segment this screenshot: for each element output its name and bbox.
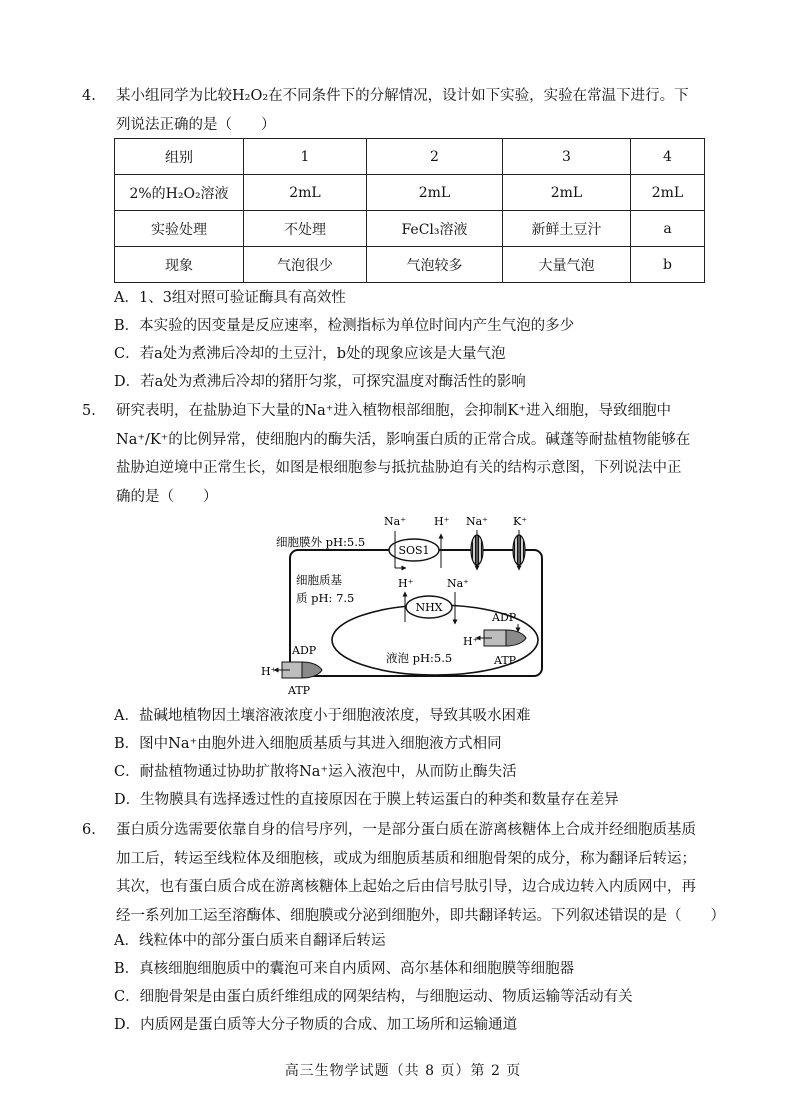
option-a: A．线粒体中的部分蛋白质来自翻译后转运	[114, 933, 386, 949]
option-c: C．若a处为煮沸后冷却的土豆汁，b处的现象应该是大量气泡	[114, 346, 506, 362]
cytoplasm-label: 细胞质基	[296, 573, 342, 587]
na-label: Na⁺	[384, 515, 406, 528]
option-b: B．图中Na⁺由胞外进入细胞质基质与其进入细胞液方式相同	[114, 736, 502, 752]
option-c: C．耐盐植物通过协助扩散将Na⁺运入液泡中，从而防止酶失活	[114, 764, 517, 780]
option-b: B．本实验的因变量是反应速率，检测指标为单位时间内产生气泡的多少	[114, 318, 575, 334]
question-number: 6.	[82, 822, 96, 838]
option-a: A．1、3组对照可验证酶具有高效性	[114, 290, 346, 306]
question-stem: 蛋白质分选需要依靠自身的信号序列，一是部分蛋白质在游离核糖体上合成并经细胞质基质 加工后，转运至线粒体及细胞核，或成为细胞质基质和细胞骨架的成分，称为翻译后转运； 其次，也有蛋白质合成在游离核糖体上起始之后由信号肽引导，边合成边转入内质网中，再 经一系列加工运至溶酶体、细胞膜或分泌到细胞外，即共翻译转运。下列叙述错误的是（ ）	[116, 822, 725, 924]
table-cell: 2	[367, 139, 503, 175]
na-label: Na⁺	[447, 577, 469, 590]
question-5	[82, 397, 722, 511]
adp-label: ADP	[292, 644, 317, 657]
experiment-table	[114, 138, 705, 283]
table-cell: 实验处理	[115, 211, 244, 247]
sos1-label: SOS1	[398, 544, 430, 557]
atp-label: ATP	[494, 654, 517, 667]
table-cell: 新鲜土豆汁	[503, 211, 631, 247]
option-d: D．生物膜具有选择透过性的直接原因在于膜上转运蛋白的种类和数量存在差异	[114, 792, 619, 808]
table-cell: 现象	[115, 247, 244, 283]
question-number: 4.	[82, 88, 96, 104]
table-cell: 气泡较多	[367, 247, 503, 283]
cytoplasm-ph-label: 质 pH: 7.5	[296, 591, 355, 605]
table-row	[115, 247, 705, 283]
h-label: H⁺	[463, 635, 479, 648]
table-cell: 2mL	[367, 175, 503, 211]
table-cell: FeCl₃溶液	[367, 211, 503, 247]
h-label: H⁺	[398, 577, 414, 590]
h-label: H⁺	[261, 665, 277, 678]
na-label: Na⁺	[466, 515, 488, 528]
question-stem: 某小组同学为比较H₂O₂在不同条件下的分解情况，设计如下实验，实验在常温下进行。下 列说法正确的是（ ）	[116, 88, 689, 133]
table-cell: 2%的H₂O₂溶液	[115, 175, 244, 211]
outside-label: 细胞膜外 pH:5.5	[276, 535, 366, 549]
table-cell: 气泡很少	[244, 247, 367, 283]
table-cell: a	[631, 211, 705, 247]
option-a: A．盐碱地植物因土壤溶液浓度小于细胞液浓度，导致其吸水困难	[114, 708, 531, 724]
root-cell-diagram	[250, 508, 560, 698]
k-label: K⁺	[513, 515, 528, 528]
vacuole-label: 液泡 pH:5.5	[386, 651, 453, 665]
nhx-label: NHX	[415, 601, 443, 614]
option-d: D．内质网是蛋白质等大分子物质的合成、加工场所和运输通道	[114, 1017, 518, 1033]
table-cell: 1	[244, 139, 367, 175]
option-d: D．若a处为煮沸后冷却的猪肝匀浆，可探究温度对酶活性的影响	[114, 374, 526, 390]
page-footer: 高三生物学试题（共 8 页）第 2 页	[284, 1063, 522, 1079]
table-cell: 大量气泡	[503, 247, 631, 283]
table-header-row	[115, 139, 705, 175]
h-label: H⁺	[434, 515, 450, 528]
table-cell: 4	[631, 139, 705, 175]
table-cell: 2mL	[503, 175, 631, 211]
adp-label: ADP	[492, 611, 517, 624]
option-c: C．细胞骨架是由蛋白质纤维组成的网架结构，与细胞运动、物质运输等活动有关	[114, 989, 633, 1005]
question-stem: 研究表明，在盐胁迫下大量的Na⁺进入植物根部细胞，会抑制K⁺进入细胞，导致细胞中 Na⁺/K⁺的比例异常，使细胞内的酶失活，影响蛋白质的正常合成。碱蓬等耐盐植物能够在 盐胁迫逆境中正常生长，如图是根细胞参与抵抗盐胁迫有关的结构示意图，下列说法中正 确的是（ ）	[116, 403, 691, 505]
atp-label: ATP	[288, 684, 311, 697]
table-cell: 2mL	[631, 175, 705, 211]
question-4	[82, 82, 722, 139]
table-cell: 2mL	[244, 175, 367, 211]
question-6	[82, 816, 725, 930]
table-row	[115, 175, 705, 211]
table-cell: 3	[503, 139, 631, 175]
table-cell: 不处理	[244, 211, 367, 247]
table-row	[115, 211, 705, 247]
option-b: B．真核细胞细胞质中的囊泡可来自内质网、高尔基体和细胞膜等细胞器	[114, 961, 575, 977]
table-cell: b	[631, 247, 705, 283]
question-number: 5.	[82, 403, 96, 419]
table-cell: 组别	[115, 139, 244, 175]
